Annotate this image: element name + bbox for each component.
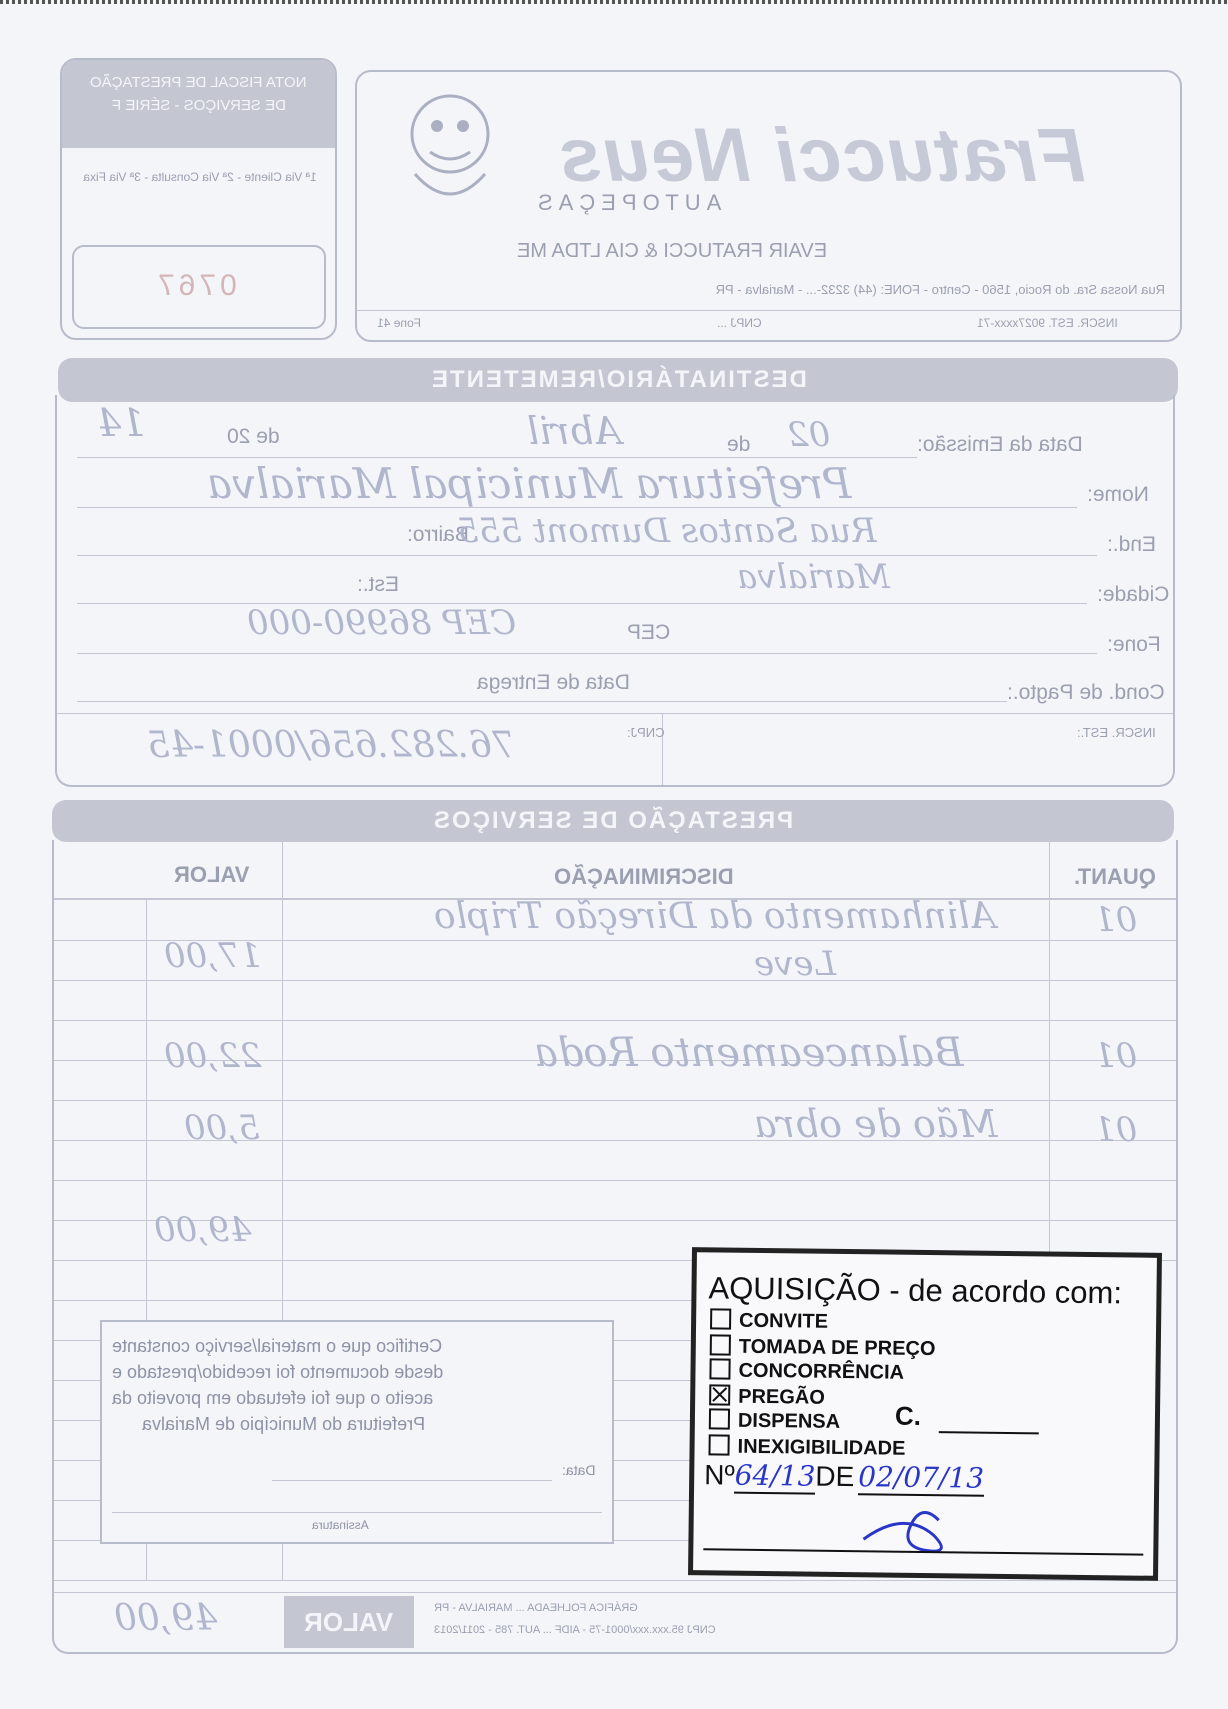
option-concorrencia[interactable] [709, 1358, 904, 1384]
destinatario-box [55, 395, 1175, 787]
hand-cep: CEP 86990-000 [247, 603, 517, 643]
cep-label: CEP [627, 621, 671, 644]
line-cond [77, 701, 1007, 702]
col-quant-header: QUANT. [1074, 864, 1156, 889]
footer-line [54, 1592, 1176, 1593]
line-cidade [77, 603, 1087, 604]
mascot-logo-icon [375, 74, 525, 224]
nota-fiscal-number-box [72, 245, 326, 329]
stamp-number: 64/13 [734, 1458, 816, 1493]
company-divider [357, 310, 1180, 311]
nota-fiscal-vias: 1ª Via Cliente - 2ª Via Consulta - 3ª Via Fixa [83, 170, 317, 184]
data-emissao-label: Data da Emissão: [917, 433, 1083, 456]
company-fone: Fone 41 [377, 316, 422, 330]
nota-fiscal-title-band [62, 60, 335, 148]
destinatario-title: DESTINATÁRIO/REMETENTE [429, 366, 807, 393]
hand-month: Abril [527, 409, 622, 453]
certificado-box [100, 1320, 614, 1544]
company-brand: Fratucci Neus [557, 113, 1086, 198]
checkbox-icon [709, 1408, 730, 1429]
stamp-no-label: Nº [704, 1459, 735, 1491]
company-box [355, 70, 1182, 342]
row-valor: 5,00 [184, 1108, 260, 1148]
option-dispensa[interactable] [709, 1408, 841, 1434]
company-name: EVAIR FRATUCCI & CIA LTDA ME [517, 240, 828, 262]
line-inscr-top [57, 713, 1173, 714]
fone-label: Fone: [1107, 633, 1161, 656]
row-line [54, 1180, 1176, 1181]
checkbox-icon [710, 1334, 731, 1355]
certificado-data-label: Data: [562, 1462, 596, 1478]
perforation-edge [0, 0, 1228, 4]
row-quant: 01 [1094, 1110, 1138, 1150]
row-line [54, 980, 1176, 981]
row-desc: Leve [754, 944, 837, 984]
cnpj-label: CNPJ: [627, 725, 665, 740]
option-label: TOMADA DE PREÇO [738, 1335, 936, 1361]
company-segment: AUTOPEÇAS [532, 190, 722, 215]
checkbox-icon [709, 1358, 730, 1379]
footer-grafica-2: CNPJ 95.xxx.xxx/0001-75 - AIDF ... AUT. 785 - 2011/2013 [434, 1624, 716, 1636]
row-valor: 17,00 [164, 936, 262, 976]
de-label: de [727, 433, 751, 456]
option-tomada-de-preco[interactable] [710, 1334, 936, 1361]
checked-checkbox-icon [709, 1384, 730, 1405]
prestacao-band [52, 800, 1174, 842]
option-inexigibilidade[interactable] [708, 1434, 905, 1460]
certificado-assinatura-label: Assinatura [312, 1518, 369, 1532]
option-label: INEXIGIBILIDADE [737, 1435, 906, 1460]
prestacao-title: PRESTAÇÃO DE SERVIÇOS [432, 807, 794, 834]
row-line [54, 1580, 1176, 1581]
hand-nome: Prefeitura Municipal Marialva [207, 459, 852, 508]
certificado-line2: desde documento foi recebido/prestado e [112, 1362, 444, 1382]
row-line [54, 1300, 754, 1301]
line-data [77, 457, 917, 458]
row-valor: 22,00 [164, 1036, 262, 1076]
hand-day: 02 [787, 415, 831, 455]
checkbox-icon [708, 1434, 729, 1455]
certificado-data-line [272, 1480, 552, 1481]
footer-total: 49,00 [114, 1598, 218, 1639]
de20-label: de 20 [227, 425, 280, 448]
bairro-label: Bairro: [407, 523, 469, 546]
stamp-title: AQUISIÇÃO - de acordo com: [708, 1270, 1123, 1311]
nota-fiscal-title-1: NOTA FISCAL DE PRESTAÇÃO [90, 74, 307, 91]
col-discriminacao-header: DISCRIMINAÇÃO [554, 864, 734, 889]
cidade-label: Cidade: [1097, 583, 1170, 606]
hand-year: 14 [97, 401, 146, 445]
option-label: DISPENSA [737, 1409, 841, 1433]
row-desc: Mão de obra [754, 1102, 998, 1146]
company-inscr: INSCR. EST. 9027xxxx-71 [977, 316, 1118, 330]
stamp-de-label: DE [815, 1460, 855, 1493]
est-label: Est.: [357, 573, 400, 596]
option-label: CONVITE [738, 1309, 829, 1333]
row-line [54, 1020, 1176, 1021]
footer-valor-band [284, 1596, 414, 1648]
hand-end: Rua Santos Dumont 555 [457, 511, 877, 551]
row-line [54, 1100, 1176, 1101]
row-valor: 49,00 [154, 1210, 252, 1250]
option-label: CONCORRÊNCIA [738, 1359, 905, 1384]
option-label: PREGÃO [738, 1385, 826, 1409]
certificado-line3: aceito o que foi efetuado em proveito da [112, 1388, 434, 1408]
certificado-line1: Certifico que o material/serviço constante [112, 1336, 443, 1356]
data-entrega-label: Data de Entrega [477, 671, 630, 694]
row-quant: 01 [1094, 900, 1138, 940]
nota-fiscal-box [60, 58, 337, 340]
certificado-sign-line [112, 1512, 602, 1513]
line-fone [77, 653, 1097, 654]
col-line-quant [1049, 840, 1050, 1260]
stamp-c-line [939, 1431, 1039, 1434]
inscr-est-label: INSCR. EST.: [1077, 725, 1156, 740]
company-address: Rua Nossa Sra. do Rocio, 1560 - Centro - FONE: (44) 3232-... - Marialva - PR [715, 282, 1165, 297]
certificado-line4: Prefeitura do Município de Marialva [142, 1414, 426, 1434]
nota-fiscal-title-2: DE SERVIÇOS - SÉRIE F [111, 97, 286, 114]
option-pregao[interactable] [709, 1384, 825, 1409]
end-label: End.: [1107, 533, 1157, 556]
col-valor-header: VALOR [174, 862, 250, 887]
company-cnpj: CNPJ ... [717, 316, 762, 330]
hand-cnpj: 76.282.656/0001-45 [147, 725, 515, 766]
stamp-date: 02/07/13 [858, 1460, 985, 1495]
row-quant: 01 [1094, 1036, 1138, 1076]
nome-label: Nome: [1087, 483, 1149, 506]
option-convite[interactable] [710, 1308, 828, 1333]
hand-cidade: Marialva [737, 557, 890, 597]
footer-grafica-1: GRÁFICA FOLHEADA ... MARIALVA - PR [434, 1602, 638, 1614]
stamp-c-label: C. [894, 1400, 922, 1431]
aquisicao-stamp [688, 1247, 1162, 1581]
row-desc: Alinhamento da Direção Triplo [434, 896, 996, 937]
footer-valor-label: VALOR [304, 1607, 394, 1637]
stamp-number-line [704, 1458, 984, 1494]
checkbox-icon [710, 1308, 731, 1329]
nota-fiscal-number: 0767 [154, 269, 237, 302]
row-desc: Balanceamento Roda [534, 1030, 964, 1076]
line-end [77, 555, 1097, 556]
inscr-divider [662, 713, 663, 785]
cond-pagto-label: Cond. de Pagto.: [1007, 681, 1165, 704]
